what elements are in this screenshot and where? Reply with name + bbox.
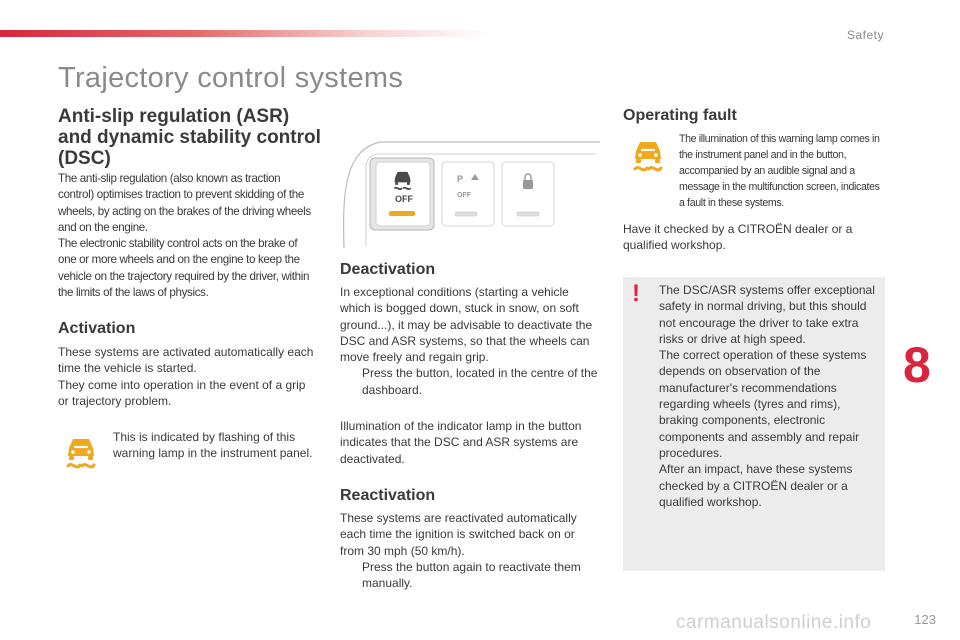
deactivation-para-2: Illumination of the indicator lamp in the button indicates that the DSC and ASR systems are deactivated. bbox=[340, 419, 582, 466]
asr-text bbox=[58, 171, 316, 301]
fault-warning-lamp-icon bbox=[631, 139, 665, 175]
activation-heading: Activation bbox=[58, 320, 136, 337]
deactivation-bullet-mark bbox=[340, 365, 362, 398]
watermark: carmanualsonline.info bbox=[676, 612, 872, 633]
deactivation-heading: Deactivation bbox=[340, 261, 436, 278]
asr-para-1: The anti-slip regulation (also known as traction control) optimises traction to prevent skidding of the wheels, by acting on the brakes of the driving wheels and on the engine. bbox=[58, 172, 311, 234]
warning-para-2: The correct operation of these systems depends on observation of the manufacturer's recommendations regarding wheels (tyres and rims), braking components, electronic components and assembly and repair procedures. bbox=[659, 348, 867, 460]
warning-text bbox=[659, 282, 881, 510]
activation-text bbox=[58, 344, 318, 409]
reactivation-heading: Reactivation bbox=[340, 487, 436, 504]
reactivation-para-1: These systems are reactivated automatically each time the ignition is switched back on or from 30 mph (50 km/h). bbox=[340, 511, 577, 558]
activation-lamp-text: This is indicated by flashing of this warning lamp in the instrument panel. bbox=[113, 430, 313, 461]
park-button-off-label: OFF bbox=[457, 192, 471, 199]
asr-heading: Anti-slip regulation (ASR) and dynamic stability control (DSC) bbox=[58, 106, 321, 169]
reactivation-bullet-1: Press the button again to reactivate them manually. bbox=[362, 559, 581, 591]
warning-para-1: The DSC/ASR systems offer exceptional safety in normal driving, but this should not encourage the driver to take extra risks or drive at high speed. bbox=[659, 283, 875, 346]
chapter-number: 8 bbox=[903, 337, 931, 393]
exclamation-warning-icon: ! bbox=[632, 280, 640, 307]
deactivation-para-1: In exceptional conditions (starting a vehicle which is bogged down, stuck in snow, on soft ground...), it may be advisable to deactivate the DSC and ASR systems, so that the wheels can move freely and regain grip. bbox=[340, 285, 593, 365]
asr-para-2: The electronic stability control acts on the brake of one or more wheels and on the engine to keep the vehicle on the trajectory required by the driver, within the limits of the laws of physics. bbox=[58, 237, 310, 300]
activation-para-2: They come into operation in the event of a grip or trajectory problem. bbox=[58, 377, 306, 408]
reactivation-bullet-mark bbox=[340, 559, 362, 592]
dashboard-buttons-illustration bbox=[340, 128, 610, 250]
activation-para-1: These systems are activated automatically each time the vehicle is started. bbox=[58, 345, 314, 376]
deactivation-bullet-1: Press the button, located in the centre of the dashboard. bbox=[362, 366, 598, 397]
fault-lamp-text: The illumination of this warning lamp comes in the instrument panel and in the button, accompanied by an audible signal and a message in the multifunction screen, indicates a fault in these systems. bbox=[679, 133, 880, 209]
warning-para-3: After an impact, have these systems checked by a CITROËN dealer or a qualified workshop. bbox=[659, 462, 853, 509]
reactivation-text bbox=[340, 510, 602, 591]
esp-warning-lamp-icon bbox=[64, 436, 98, 472]
page-number: 123 bbox=[914, 612, 936, 627]
fault-heading: Operating fault bbox=[623, 107, 737, 124]
deactivation-text bbox=[340, 284, 602, 398]
park-button-letter: P bbox=[457, 174, 464, 184]
section-name: Safety bbox=[846, 28, 884, 42]
dsc-button-off-label: OFF bbox=[395, 194, 413, 204]
page-title: Trajectory control systems bbox=[58, 62, 404, 94]
header-red-bar bbox=[0, 30, 490, 37]
fault-para-1: Have it checked by a CITROËN dealer or a qualified workshop. bbox=[623, 222, 853, 253]
